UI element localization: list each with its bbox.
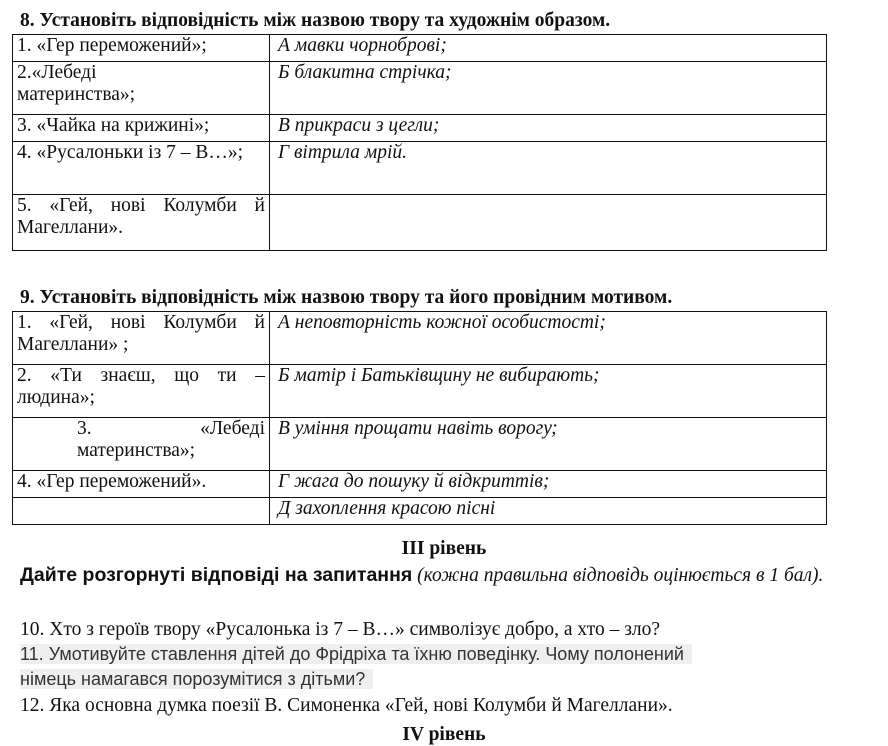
work-title-cell: 1. «Гер переможений»; [13,35,270,62]
motif-cell: В уміння прощати навіть ворогу; [270,418,827,471]
image-cell: А мавки чорноброві; [270,35,827,62]
question-11-line-1: 11. Умотивуйте ставлення дітей до Фрідріха та їхню поведінку. Чому полонений [20,643,692,666]
instruction-italic-text: (кожна правильна відповідь оцінюється в 1 бал). [417,565,824,586]
question-11-line-2: німець намагався порозумітися з дітьми? [20,668,373,691]
table-row [13,62,827,115]
table-row [13,498,827,525]
table-row [13,365,827,418]
work-title-cell: 5. «Гей, нові Колумби й Магеллани». [13,195,270,251]
question-10: 10. Хто з героїв твору «Русалонька із 7 – В…» символізує добро, а хто – зло? [20,619,661,640]
table-row [13,142,827,195]
level-3-title: ІІІ рівень [401,538,487,559]
motif-cell: Б матір і Батьківщину не вибирають; [270,365,827,418]
question-8-title: 8. Установіть відповідність між назвою твору та художнім образом. [20,10,611,31]
table-row [13,195,827,251]
work-title-cell: 3. «Лебеді материнства»; [13,418,270,471]
work-title-cell: 2. «Ти знаєш, що ти – людина»; [13,365,270,418]
image-cell: Б блакитна стрічка; [270,62,827,115]
work-title-cell: 4. «Русалоньки із 7 – В…»; [13,142,270,195]
work-title-cell: 3. «Чайка на крижині»; [13,115,270,142]
motif-cell: Д захоплення красою пісні [270,498,827,525]
level-3-instruction [20,564,870,587]
image-cell: Г вітрила мрій. [270,142,827,195]
table-row [13,35,827,62]
table-row [13,115,827,142]
image-cell: В прикраси з цегли; [270,115,827,142]
motif-cell: А неповторність кожної особистості; [270,312,827,365]
level-4-title: IV рівень [402,724,486,745]
motif-cell: Г жага до пошуку й відкриттів; [270,471,827,498]
question-9-title: 9. Установіть відповідність між назвою твору та його провідним мотивом. [20,287,673,308]
table-row [13,471,827,498]
question-9-table [12,311,827,525]
instruction-bold-text: Дайте розгорнуті відповіді на запитання [20,564,413,586]
work-title-cell: 2.«Лебеді материнства»; [13,62,270,115]
table-row [13,418,827,471]
question-8-table [12,34,827,251]
work-title-cell: 1. «Гей, нові Колумби й Магеллани» ; [13,312,270,365]
work-title-cell: 4. «Гер переможений». [13,471,270,498]
work-title-cell [13,498,270,525]
table-row [13,312,827,365]
question-12: 12. Яка основна думка поезії В. Симоненка «Гей, нові Колумби й Магеллани». [20,695,673,716]
image-cell [270,195,827,251]
